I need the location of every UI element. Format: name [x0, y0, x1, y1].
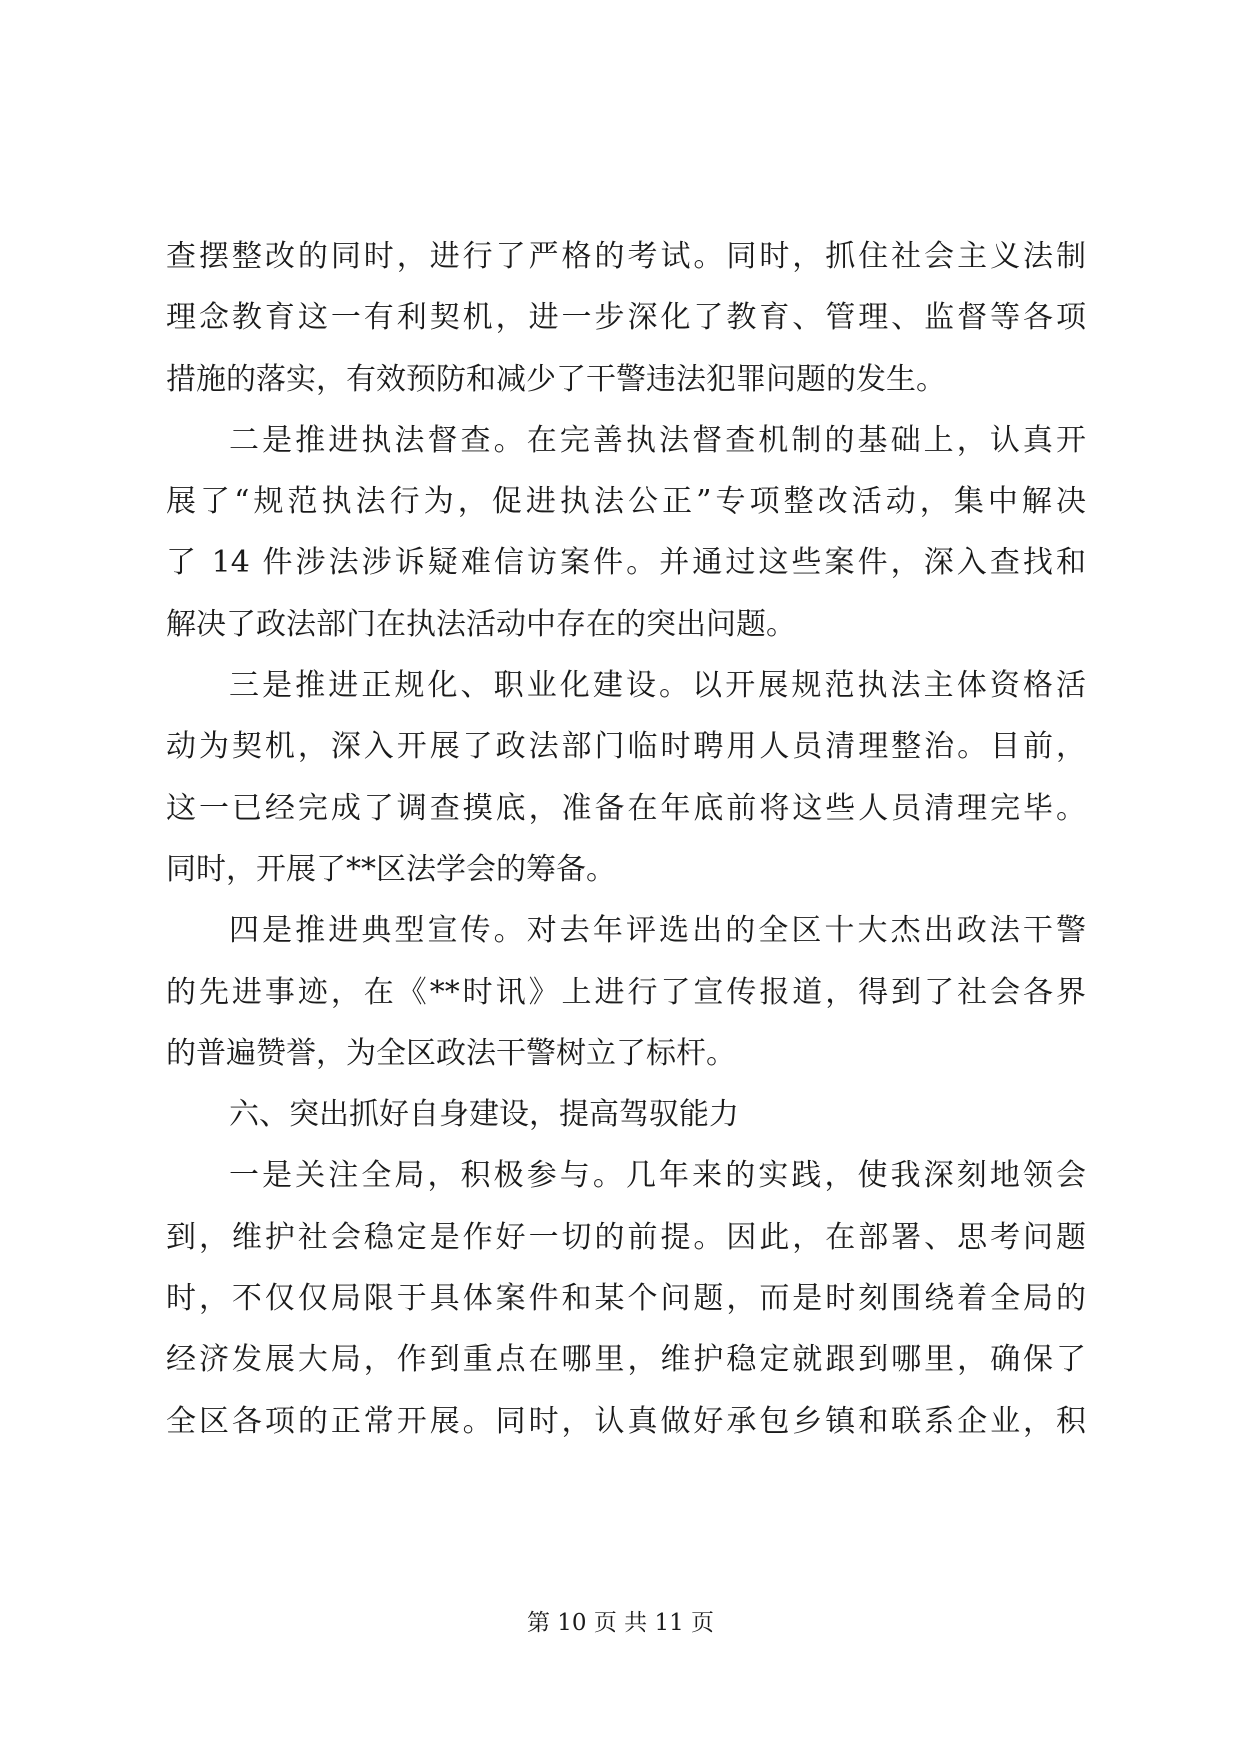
text-line: 经济发展大局，作到重点在哪里，维护稳定就跟到哪里，确保了 [166, 1342, 1086, 1378]
text-line: 的普遍赞誉，为全区政法干警树立了标杆。 [166, 1035, 736, 1071]
text-line: 全区各项的正常开展。同时，认真做好承包乡镇和联系企业，积 [166, 1403, 1086, 1439]
text-line: 了 14 件涉法涉诉疑难信访案件。并通过这些案件，深入查找和 [166, 545, 1086, 581]
section-heading: 六、突出抓好自身建设，提高驾驭能力 [229, 1097, 739, 1133]
paragraph-start-line: 三是推进正规化、职业化建设。以开展规范执法主体资格活 [229, 668, 1086, 704]
text-line: 同时，开展了**区法学会的筹备。 [166, 851, 616, 887]
text-line: 解决了政法部门在执法活动中存在的突出问题。 [166, 606, 796, 642]
paragraph-start-line: 四是推进典型宣传。对去年评选出的全区十大杰出政法干警 [229, 913, 1086, 949]
body-text [166, 226, 1086, 1452]
text-line: 时，不仅仅局限于具体案件和某个问题，而是时刻围绕着全局的 [166, 1281, 1086, 1317]
text-line: 理念教育这一有利契机，进一步深化了教育、管理、监督等各项 [166, 300, 1086, 336]
page-number-footer: 第 10 页 共 11 页 [526, 1610, 715, 1636]
text-line: 动为契机，深入开展了政法部门临时聘用人员清理整治。目前， [166, 729, 1086, 765]
text-line: 的先进事迹，在《**时讯》上进行了宣传报道，得到了社会各界 [166, 974, 1086, 1010]
paragraph-start-line: 二是推进执法督查。在完善执法督查机制的基础上，认真开 [229, 422, 1086, 458]
text-line: 这一已经完成了调查摸底，准备在年底前将这些人员清理完毕。 [166, 790, 1086, 826]
text-line: 展了“规范执法行为，促进执法公正”专项整改活动，集中解决 [166, 484, 1086, 520]
text-line: 查摆整改的同时，进行了严格的考试。同时，抓住社会主义法制 [166, 239, 1086, 274]
paragraph-start-line: 一是关注全局，积极参与。几年来的实践，使我深刻地领会 [229, 1158, 1086, 1194]
text-line: 到，维护社会稳定是作好一切的前提。因此，在部署、思考问题 [166, 1219, 1086, 1255]
text-line: 措施的落实，有效预防和减少了干警违法犯罪问题的发生。 [166, 361, 946, 397]
